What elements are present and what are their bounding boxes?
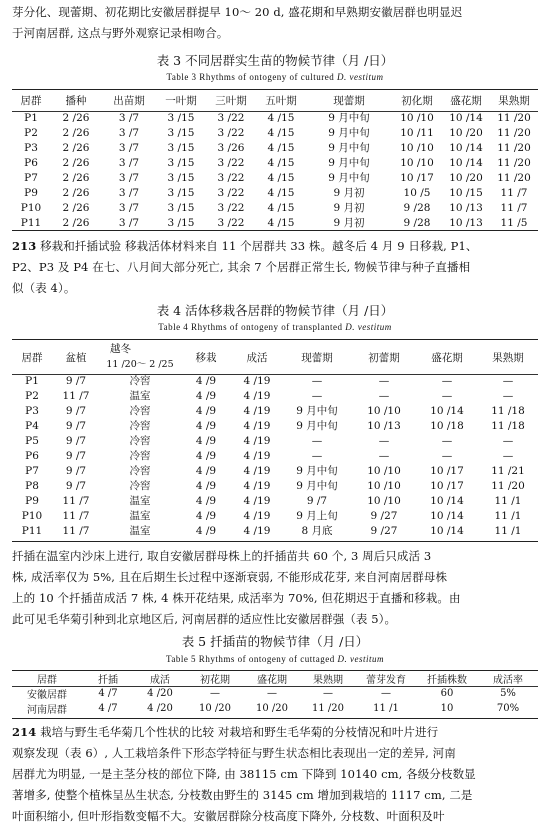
table-cell: 10 /20 [449, 171, 483, 184]
table-cell: 11 /1 [494, 494, 522, 507]
table-cell: 3 /22 [217, 186, 245, 199]
table-cell: 2 /26 [62, 186, 90, 199]
table-cell: 9 /7 [65, 374, 87, 387]
text-line: 此可见毛华菊引种到北京地区后, 河南居群的适应性比安徽居群强（表 5）。 [12, 612, 397, 626]
table-cell: 2 /26 [62, 156, 90, 169]
table-cell: 11 /7 [500, 186, 528, 199]
table-cell: — [378, 449, 390, 462]
text-line: 株, 成活率仅为 5%, 且在后期生长过程中逐渐衰弱, 不能形成花芽, 来自河南居群母株 [12, 570, 448, 584]
col-header: 居群 [21, 351, 43, 364]
col-header: 扦插株数 [427, 675, 467, 686]
table-cell: 11 /20 [497, 126, 531, 139]
table-cell: 4 /9 [195, 419, 217, 432]
table-cell: 4 /9 [195, 374, 217, 387]
col-header: 初蕾期 [368, 351, 400, 364]
table-cell: 10 /10 [400, 156, 434, 169]
col-header: 盛花期 [450, 95, 482, 107]
table-cell: 4 /9 [195, 509, 217, 522]
table-cell: 4 /9 [195, 434, 217, 447]
table-cell: 冷窖 [129, 420, 151, 432]
table-cell: — [311, 449, 323, 462]
table-row [12, 478, 538, 493]
table-row [12, 170, 538, 185]
table-cell: — [441, 389, 453, 402]
table-cell: 10 /10 [400, 141, 434, 154]
table-row [12, 508, 538, 523]
section-214 [12, 722, 538, 827]
row-label: P3 [25, 404, 39, 417]
table-cell: 9 /28 [403, 201, 431, 214]
table-cell: 4 /15 [267, 171, 295, 184]
row-label: P10 [20, 201, 42, 214]
table-cell: 10 /13 [449, 216, 483, 229]
table-cell: 10 /14 [430, 524, 464, 537]
row-label: P9 [25, 494, 39, 507]
table-cell: 9 月中旬 [328, 127, 370, 139]
table-cell: — [381, 688, 391, 699]
table-cell: 9 月中旬 [328, 142, 370, 154]
table-cell: 10 /13 [449, 201, 483, 214]
table-cell: — [441, 374, 453, 387]
col-header: 播种 [65, 95, 87, 107]
table5-caption-en: Table 5 Rhythms of ontogeny of cuttaged D. vestitum [165, 654, 385, 664]
table-cell: 9 月中旬 [296, 465, 338, 477]
table4-caption: 表 4 活体移栽各居群的物候节律（月 /日） [156, 303, 394, 318]
table-cell: 11 /20 [497, 141, 531, 154]
section-number: 213 [12, 239, 37, 253]
table-cell: 4 /19 [243, 449, 271, 462]
table-cell: 10 /10 [367, 479, 401, 492]
row-label: P3 [24, 141, 38, 154]
text-line: 著增多, 使整个植株呈丛生状态, 分枝数由野生的 3145 cm 增加到栽培的 1117 cm, 二是 [12, 788, 473, 802]
table-cell: 10 /18 [430, 419, 464, 432]
table-cell: 4 /9 [195, 404, 217, 417]
table-row [12, 155, 538, 170]
col-header: 移栽 [195, 351, 217, 364]
table-cell: 4 /19 [243, 419, 271, 432]
table-cell: 温室 [129, 510, 151, 522]
table-cell: 11 /7 [500, 201, 528, 214]
table-cell: 4 /15 [267, 186, 295, 199]
table-cell: 4 /15 [267, 201, 295, 214]
table-cell: 温室 [129, 390, 151, 402]
table-cell: 11 /1 [494, 509, 522, 522]
table-cell: 4 /9 [195, 524, 217, 537]
table-cell: 10 /20 [256, 703, 288, 714]
table-cell: 10 /14 [449, 141, 483, 154]
table-cell: 9 /7 [65, 464, 87, 477]
col-header: 成活 [150, 675, 170, 686]
table-cell: 4 /19 [243, 509, 271, 522]
row-label: P2 [24, 126, 38, 139]
text-line: 芽分化、现蕾期、初花期比安徽居群提早 10～ 20 d, 盛花期和早熟期安徽居群也明显迟 [12, 5, 463, 19]
table-cell: 9 月中旬 [328, 112, 370, 124]
col-header-overwinter: 越冬 11 /20～ 2 /25 [106, 343, 174, 370]
col-header: 果熟期 [492, 351, 524, 364]
table-cell: 10 [440, 703, 454, 714]
table-row [12, 448, 538, 463]
text-line: 叶面积缩小, 但叶形指数变幅不大。安徽居群除分枝高度下降外, 分枝数、叶面积及叶 [12, 809, 445, 823]
row-label: P11 [20, 216, 42, 229]
col-header: 出苗期 [113, 95, 145, 107]
table-cell: 10 /14 [430, 404, 464, 417]
table-cell: 4 /9 [195, 479, 217, 492]
table-cell: 冷窖 [129, 405, 151, 417]
table3-caption: 表 3 不同居群实生苗的物候节律（月 /日） [156, 53, 394, 68]
col-header: 居群 [37, 675, 57, 686]
row-label: P8 [25, 479, 39, 492]
col-header: 一叶期 [165, 95, 197, 107]
table-cell: 10 /14 [449, 156, 483, 169]
table-cell: 4 /19 [243, 464, 271, 477]
table-cell: — [311, 434, 323, 447]
row-label: 河南居群 [27, 705, 67, 716]
text-line: 居群尤为明显, 一是主茎分枝的部位下降, 由 38115 cm 下降到 10140 cm, 各级分枝数显 [12, 767, 476, 781]
row-label: P6 [25, 449, 39, 462]
section-number: 214 [12, 725, 37, 739]
col-header: 现蕾期 [333, 95, 365, 107]
table-row [12, 418, 538, 433]
table-cell: 11 /7 [62, 524, 90, 537]
text-line: 上的 10 个扦插苗成活 7 株, 4 株开花结果, 成活率为 70%, 但花期迟于直播和移栽。由 [12, 591, 461, 605]
table-row [12, 493, 538, 508]
row-label: P10 [21, 509, 43, 522]
table3-header-row [12, 91, 538, 110]
table-cell: 9 月中旬 [296, 405, 338, 417]
table-cell: 9 月中旬 [296, 420, 338, 432]
table-cell: — [441, 434, 453, 447]
table-cell: 2 /26 [62, 216, 90, 229]
table-cell: — [502, 449, 514, 462]
row-label: P4 [25, 419, 39, 432]
table-cell: 4 /15 [267, 126, 295, 139]
table-row [12, 433, 538, 448]
col-header: 成活率 [493, 675, 523, 686]
col-header: 成活 [246, 351, 268, 364]
table-cell: — [311, 389, 323, 402]
table-cell: 冷窖 [129, 375, 151, 387]
table-cell: 2 /26 [62, 126, 90, 139]
text-line: 似（表 4）。 [12, 281, 76, 295]
table4 [12, 341, 538, 538]
table-cell: 9 月初 [333, 217, 365, 229]
table5 [12, 671, 538, 716]
table-cell: 3 /7 [118, 126, 140, 139]
table-row [12, 215, 538, 230]
table-cell: 10 /13 [367, 419, 401, 432]
col-header: 盛花期 [431, 351, 463, 364]
table-cell: 4 /9 [195, 494, 217, 507]
table-cell: 11 /20 [497, 111, 531, 124]
table-cell: 4 /19 [243, 434, 271, 447]
row-label: P9 [24, 186, 38, 199]
table-cell: 10 /10 [367, 464, 401, 477]
text-line: 213 移栽和扦插试验 移栽活体材料来自 11 个居群共 33 株。越冬后 4 月 9 日移栽, P1、 [12, 239, 478, 253]
table-cell: 10 /17 [430, 479, 464, 492]
table-cell: 4 /15 [267, 111, 295, 124]
text-line: 观察发现（表 6）, 人工栽培条件下形态学特征与野生状态相比表现出一定的差异, 河南 [12, 746, 456, 760]
table-cell: 4 /9 [195, 449, 217, 462]
table-cell: 10 /20 [449, 126, 483, 139]
row-label: P11 [21, 524, 43, 537]
col-header: 蕾芽发育 [366, 675, 406, 686]
table-cell: 4 /15 [267, 216, 295, 229]
table-cell: 10 /17 [430, 464, 464, 477]
table-cell: 4 /15 [267, 141, 295, 154]
intro-paragraph [12, 2, 538, 44]
table-cell: 11 /1 [373, 703, 399, 714]
table-cell: 3 /7 [118, 111, 140, 124]
table-cell: 5% [500, 688, 516, 699]
table-cell: 9 月中旬 [296, 480, 338, 492]
table-cell: — [323, 688, 333, 699]
col-header: 居群 [20, 95, 42, 107]
table-row [12, 403, 538, 418]
table-cell: 3 /22 [217, 201, 245, 214]
table-cell: — [378, 389, 390, 402]
table-cell: 3 /15 [167, 171, 195, 184]
table3-caption-en: Table 3 Rhythms of ontogeny of cultured D. vestitum [166, 72, 384, 82]
table-cell: 2 /26 [62, 111, 90, 124]
table-cell: 11 /20 [491, 479, 525, 492]
table-cell: 3 /7 [118, 216, 140, 229]
table-cell: 3 /7 [118, 171, 140, 184]
table5-header-row [12, 671, 538, 686]
table-cell: 3 /15 [167, 126, 195, 139]
table-cell: 4 /7 [98, 703, 118, 714]
table-cell: 11 /1 [494, 524, 522, 537]
table-cell: — [267, 688, 277, 699]
table-cell: 9 /7 [65, 479, 87, 492]
row-label: 安徽居群 [27, 690, 67, 701]
table-cell: — [210, 688, 220, 699]
table-cell: — [502, 434, 514, 447]
table-cell: 11 /18 [491, 419, 525, 432]
table-cell: 4 /19 [243, 479, 271, 492]
table-cell: 3 /7 [118, 186, 140, 199]
cutting-paragraph [12, 546, 538, 630]
table-cell: 3 /15 [167, 111, 195, 124]
table-cell: 10 /14 [430, 509, 464, 522]
col-header: 果熟期 [313, 675, 343, 686]
table-cell: 2 /26 [62, 171, 90, 184]
table-row [12, 388, 538, 403]
table-row [12, 185, 538, 200]
row-label: P6 [24, 156, 38, 169]
table-cell: 10 /14 [430, 494, 464, 507]
col-header: 三叶期 [215, 95, 247, 107]
table-cell: 3 /22 [217, 216, 245, 229]
table-cell: 3 /15 [167, 216, 195, 229]
table-cell: 3 /22 [217, 156, 245, 169]
table-cell: 4 /9 [195, 389, 217, 402]
table-row [12, 463, 538, 478]
table-cell: 9 /7 [65, 434, 87, 447]
table-cell: 11 /20 [497, 156, 531, 169]
section-213 [12, 236, 538, 299]
table-cell: 冷窖 [129, 450, 151, 462]
table-cell: 9 /7 [65, 404, 87, 417]
table-cell: 2 /26 [62, 201, 90, 214]
col-header: 五叶期 [265, 95, 297, 107]
col-header: 扦插 [98, 675, 118, 686]
table-row [12, 200, 538, 215]
table-cell: 11 /18 [491, 404, 525, 417]
table-cell: 3 /22 [217, 171, 245, 184]
table-cell: 3 /15 [167, 186, 195, 199]
table-cell: 9 /28 [403, 216, 431, 229]
table-cell: 温室 [129, 525, 151, 537]
table-cell: 3 /7 [118, 141, 140, 154]
table-cell: 11 /20 [312, 703, 344, 714]
table-cell: 4 /15 [267, 156, 295, 169]
table-cell: 3 /7 [118, 156, 140, 169]
table-cell: 3 /15 [167, 201, 195, 214]
table-cell: 9 /7 [65, 449, 87, 462]
text-line: 于河南居群, 这点与野外观察记录相吻合。 [12, 26, 229, 40]
row-label: P1 [25, 374, 39, 387]
table-cell: 9 /27 [370, 524, 398, 537]
table-cell: 11 /21 [491, 464, 525, 477]
table-cell: 9 /7 [306, 494, 328, 507]
table-cell: 3 /22 [217, 126, 245, 139]
table-cell: 3 /22 [217, 111, 245, 124]
table-cell: 11 /7 [62, 389, 90, 402]
table-cell: 10 /15 [449, 186, 483, 199]
table-cell: 9 月中旬 [328, 157, 370, 169]
table-row [12, 125, 538, 140]
table-row [12, 701, 538, 716]
table-cell: 4 /20 [147, 688, 173, 699]
table-cell: 9 月中旬 [328, 172, 370, 184]
table-cell: 4 /19 [243, 389, 271, 402]
col-header: 果熟期 [498, 95, 530, 107]
table4-caption-en: Table 4 Rhythms of ontogeny of transplanted D. vestitum [158, 322, 392, 332]
row-label: P1 [24, 111, 38, 124]
text-line: 扦插在温室内沙床上进行, 取自安徽居群母株上的扦插苗共 60 个, 3 周后只成活 3 [12, 549, 432, 563]
table-cell: 11 /5 [500, 216, 528, 229]
table-cell: 4 /19 [243, 494, 271, 507]
table-cell: 10 /10 [400, 111, 434, 124]
row-label: P2 [25, 389, 39, 402]
table-cell: 10 /20 [199, 703, 231, 714]
table4-header-row [12, 341, 538, 373]
table-row [12, 686, 538, 701]
table-cell: — [378, 374, 390, 387]
table-cell: 11 /20 [497, 171, 531, 184]
table-cell: 10 /14 [449, 111, 483, 124]
table-cell: — [502, 374, 514, 387]
table-cell: 9 /7 [65, 419, 87, 432]
row-label: P5 [25, 434, 39, 447]
text-line: P2、P3 及 P4 在七、八月间大部分死亡, 其余 7 个居群正常生长, 物候节律与种子直播相 [12, 260, 471, 274]
table-cell: 9 /27 [370, 509, 398, 522]
col-header: 初化期 [401, 95, 433, 107]
table-cell: 4 /7 [98, 688, 118, 699]
table-cell: 冷窖 [129, 480, 151, 492]
table-row [12, 523, 538, 538]
table-cell: 70% [496, 703, 520, 714]
table-cell: 10 /5 [403, 186, 431, 199]
table-cell: 4 /19 [243, 524, 271, 537]
table-cell: 3 /15 [167, 141, 195, 154]
col-header: 初花期 [200, 675, 230, 686]
table-row [12, 373, 538, 388]
table-cell: 10 /10 [367, 494, 401, 507]
table-cell: 9 月上旬 [296, 510, 338, 522]
table-cell: 10 /17 [400, 171, 434, 184]
table-cell: — [441, 449, 453, 462]
table-cell: — [378, 434, 390, 447]
table-cell: 8 月底 [301, 525, 333, 537]
table-cell: 2 /26 [62, 141, 90, 154]
table-cell: 冷窖 [129, 435, 151, 447]
table-cell: 11 /7 [62, 494, 90, 507]
table-cell: 9 月初 [333, 202, 365, 214]
table-cell: 4 /19 [243, 404, 271, 417]
table-cell: — [502, 389, 514, 402]
col-header: 现蕾期 [301, 351, 333, 364]
row-label: P7 [24, 171, 38, 184]
table5-caption: 表 5 扦插苗的物候节律（月 /日） [181, 634, 369, 649]
table-cell: 3 /15 [167, 156, 195, 169]
table-cell: — [311, 374, 323, 387]
table-cell: 温室 [129, 495, 151, 507]
table-cell: 10 /11 [400, 126, 434, 139]
table-cell: 60 [440, 688, 454, 699]
table-row [12, 140, 538, 155]
table-cell: 11 /7 [62, 509, 90, 522]
table-cell: 冷窖 [129, 465, 151, 477]
col-header: 盛花期 [257, 675, 287, 686]
table-cell: 10 /10 [367, 404, 401, 417]
table-row [12, 110, 538, 125]
row-label: P7 [25, 464, 39, 477]
col-header: 盆植 [65, 351, 87, 364]
table-cell: 9 月初 [333, 187, 365, 199]
table-cell: 4 /19 [243, 374, 271, 387]
text-line: 214 栽培与野生毛华菊几个性状的比较 对栽培和野生毛华菊的分枝情况和叶片进行 [12, 725, 439, 739]
table-cell: 3 /7 [118, 201, 140, 214]
table-cell: 4 /20 [147, 703, 173, 714]
table-cell: 3 /26 [217, 141, 245, 154]
table-cell: 4 /9 [195, 464, 217, 477]
